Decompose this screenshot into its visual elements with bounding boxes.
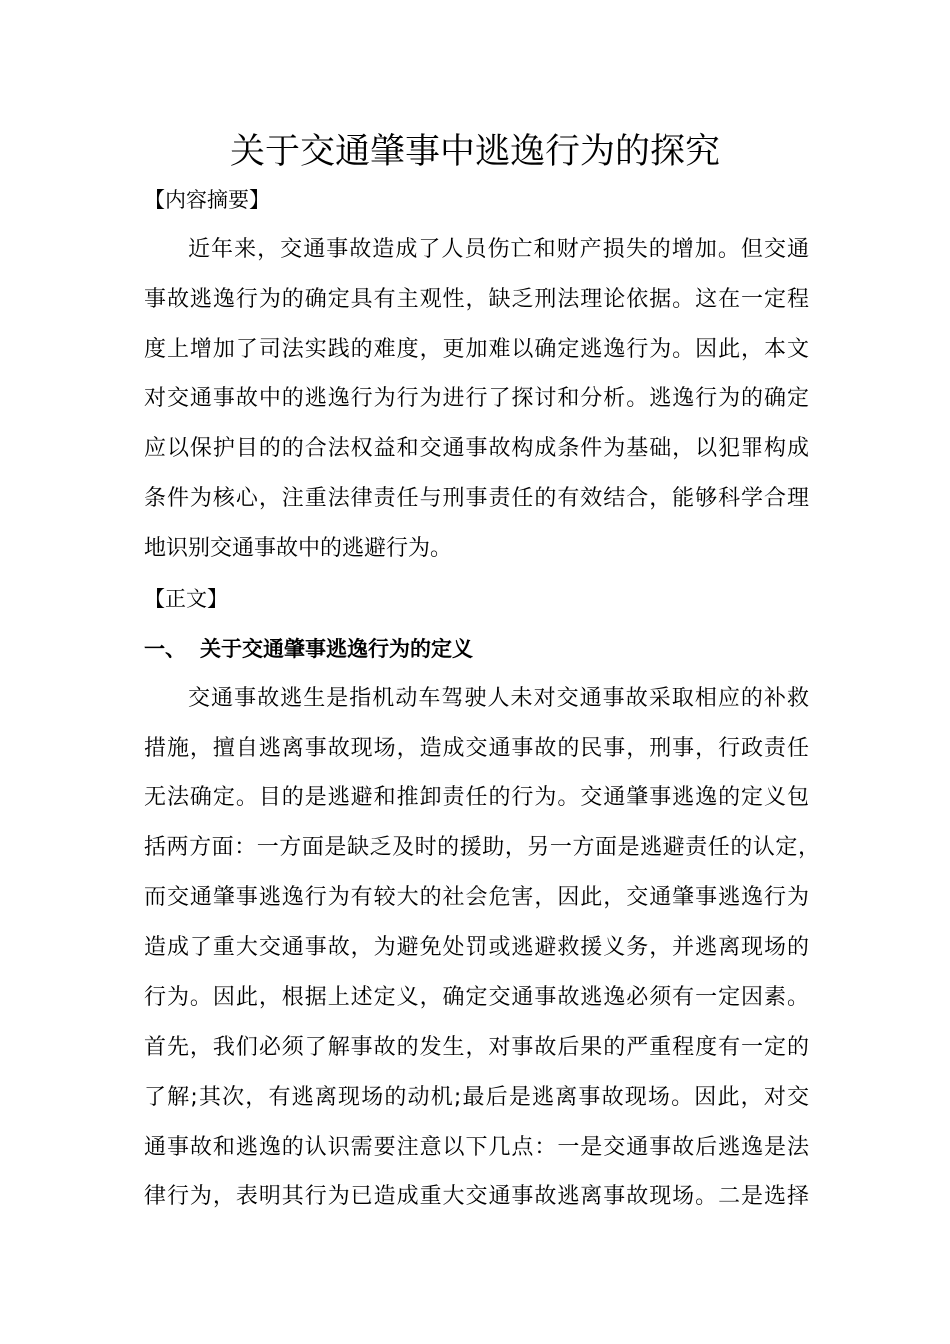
abstract-line: 条件为核心，注重法律责任与刑事责任的有效结合，能够科学合理 bbox=[144, 486, 809, 511]
abstract-line: 事故逃逸行为的确定具有主观性，缺乏刑法理论依据。这在一定程 bbox=[144, 287, 809, 312]
body-line: 而交通肇事逃逸行为有较大的社会危害，因此，交通肇事逃逸行为 bbox=[144, 885, 809, 910]
document-title: 关于交通肇事中逃逸行为的探究 bbox=[229, 132, 720, 172]
abstract-line: 度上增加了司法实践的难度，更加难以确定逃逸行为。因此，本文 bbox=[144, 337, 809, 362]
body-line: 措施，擅自逃离事故现场，造成交通事故的民事，刑事，行政责任 bbox=[144, 736, 809, 761]
body-line: 括两方面：一方面是缺乏及时的援助，另一方面是逃避责任的认定， bbox=[144, 835, 820, 860]
abstract-line: 对交通事故中的逃逸行为行为进行了探讨和分析。逃逸行为的确定 bbox=[144, 386, 809, 411]
section-heading bbox=[144, 634, 473, 664]
section-title: 关于交通肇事逃逸行为的定义 bbox=[200, 637, 473, 661]
body-label: 【正文】 bbox=[144, 587, 228, 611]
body-line: 行为。因此，根据上述定义，确定交通事故逃逸必须有一定因素。 bbox=[144, 985, 809, 1010]
abstract-line: 近年来，交通事故造成了人员伤亡和财产损失的增加。但交通 bbox=[188, 237, 809, 262]
abstract-line: 应以保护目的的合法权益和交通事故构成条件为基础，以犯罪构成 bbox=[144, 436, 809, 461]
abstract-line: 地识别交通事故中的逃避行为。 bbox=[144, 536, 453, 561]
body-line: 交通事故逃生是指机动车驾驶人未对交通事故采取相应的补救 bbox=[188, 686, 809, 711]
body-line: 律行为，表明其行为已造成重大交通事故逃离事故现场。二是选择 bbox=[144, 1184, 809, 1209]
body-line: 通事故和逃逸的认识需要注意以下几点：一是交通事故后逃逸是法 bbox=[144, 1135, 809, 1160]
body-line: 了解;其次，有逃离现场的动机;最后是逃离事故现场。因此，对交 bbox=[144, 1085, 809, 1110]
abstract-label: 【内容摘要】 bbox=[144, 188, 270, 212]
body-line: 首先，我们必须了解事故的发生，对事故后果的严重程度有一定的 bbox=[144, 1035, 809, 1060]
body-line: 造成了重大交通事故，为避免处罚或逃避救援义务，并逃离现场的 bbox=[144, 935, 809, 960]
body-line: 无法确定。目的是逃避和推卸责任的行为。交通肇事逃逸的定义包 bbox=[144, 785, 809, 810]
section-number: 一、 bbox=[144, 637, 186, 661]
